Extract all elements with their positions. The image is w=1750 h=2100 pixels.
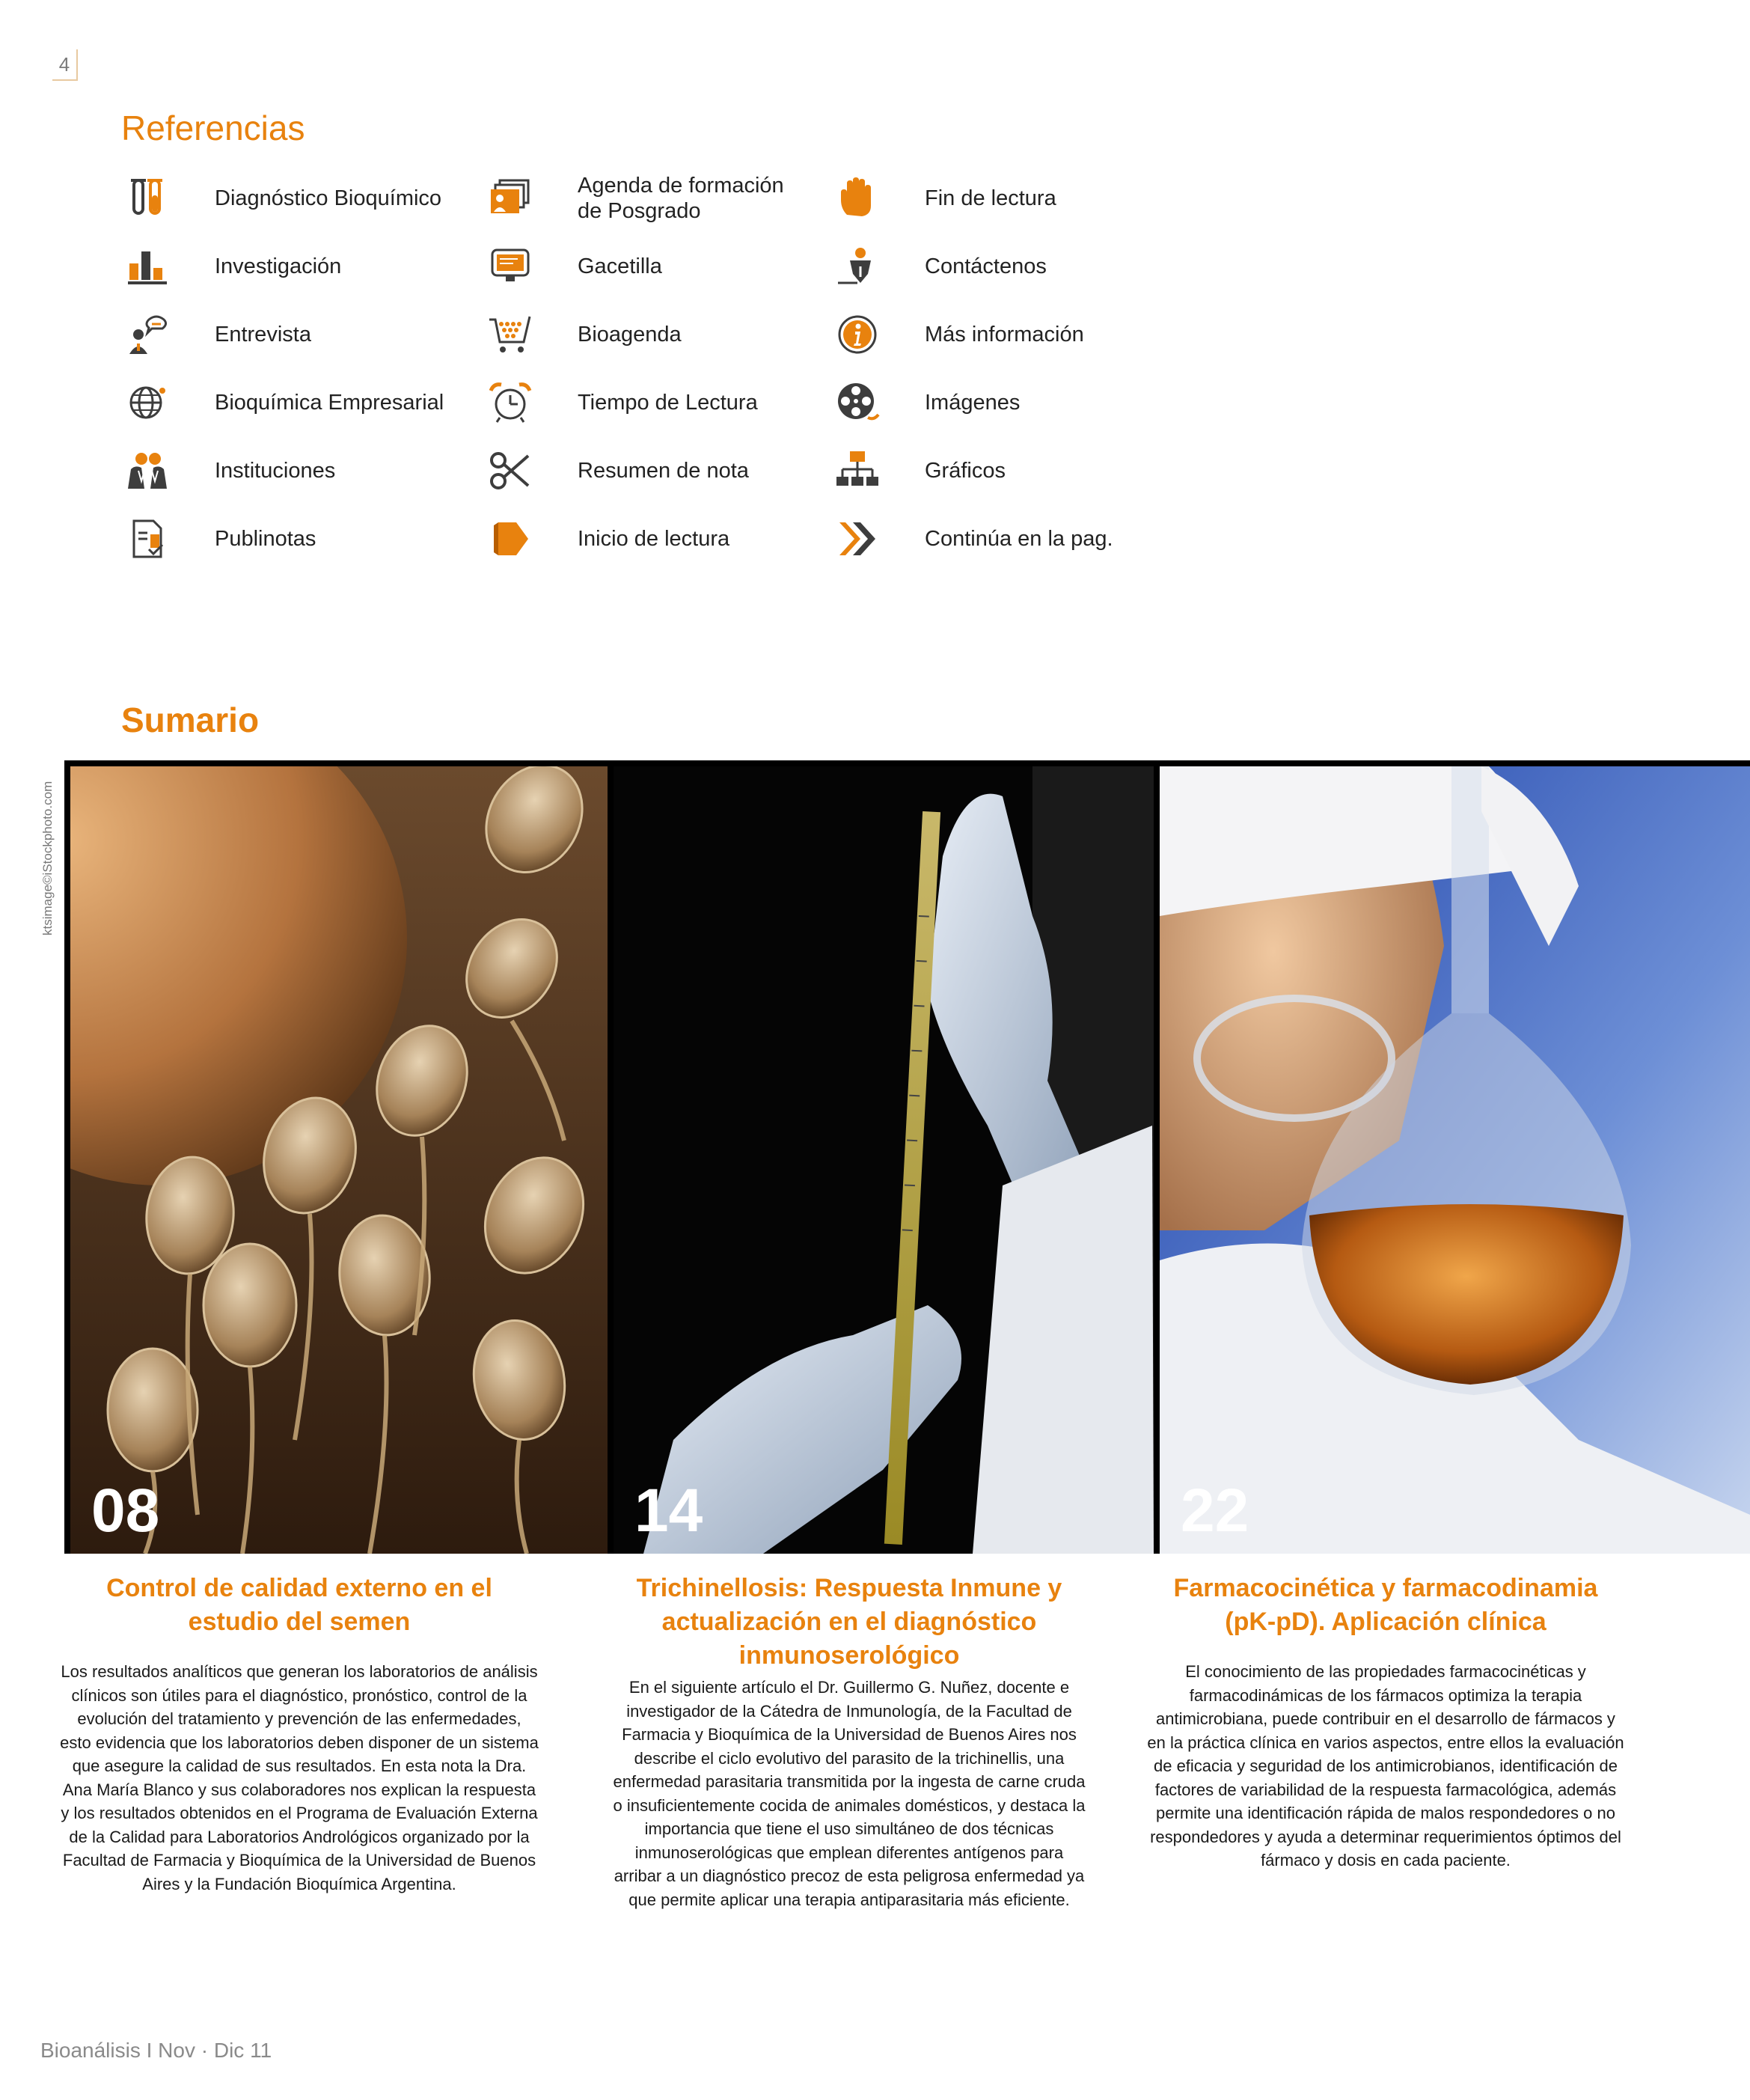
ref-label: Instituciones xyxy=(215,459,336,483)
cart-icon xyxy=(486,311,534,358)
ref-label: Fin de lectura xyxy=(925,186,1056,210)
ref-label: Contáctenos xyxy=(925,254,1047,278)
people-icon xyxy=(123,447,171,495)
ref-item-graficos xyxy=(833,441,1178,501)
ref-label: Tiempo de Lectura xyxy=(578,391,758,415)
alarm-clock-icon xyxy=(486,379,534,427)
ref-item-mas-informacion xyxy=(833,305,1178,364)
info-icon xyxy=(833,311,881,358)
page-footer: Bioanálisis I Nov · Dic 11 xyxy=(40,2039,272,2062)
ref-item-instituciones xyxy=(123,441,468,501)
page-number: 4 xyxy=(52,49,78,81)
ref-item-imagenes xyxy=(833,373,1178,433)
photo-credit: ktsimage©iStockphoto.com xyxy=(40,781,55,935)
ref-label: Investigación xyxy=(215,254,342,278)
scissors-icon xyxy=(486,447,534,495)
ref-item-entrevista xyxy=(123,305,468,364)
ref-label: Más información xyxy=(925,323,1084,347)
article-title[interactable]: Farmacocinética y farmacodinamia (pK-pD). Aplicación clínica xyxy=(1173,1574,1598,1636)
stop-hand-icon xyxy=(833,174,881,222)
ref-item-agenda xyxy=(486,168,830,228)
ref-item-bioquimica-empresarial xyxy=(123,373,468,433)
summary-title: Sumario xyxy=(121,700,260,739)
ref-label: Imágenes xyxy=(925,391,1021,415)
article-card[interactable] xyxy=(610,1572,1089,1911)
article-title[interactable]: Trichinellosis: Respuesta Inmune y actualización en el diagnóstico inmunoserológico xyxy=(636,1574,1062,1670)
summary-photo-strip xyxy=(64,760,1750,1554)
ref-label: Bioquímica Empresarial xyxy=(215,391,444,415)
globe-icon xyxy=(123,379,171,427)
references-title: Referencias xyxy=(121,109,305,147)
interview-icon xyxy=(123,311,171,358)
ref-label: Inicio de lectura xyxy=(578,527,730,551)
ref-item-fin-lectura xyxy=(833,168,1178,228)
article-card[interactable] xyxy=(60,1572,539,1896)
article-title[interactable]: Control de calidad externo en el estudio del semen xyxy=(106,1574,492,1636)
bar-chart-icon xyxy=(123,242,171,290)
ref-label: Publinotas xyxy=(215,527,316,551)
article-number: 08 xyxy=(91,1477,160,1545)
org-chart-icon xyxy=(833,447,881,495)
ref-label: Gráficos xyxy=(925,459,1006,483)
ref-label: Resumen de nota xyxy=(578,459,749,483)
double-arrow-icon xyxy=(833,515,881,563)
pipette-photo[interactable] xyxy=(614,766,1154,1554)
ref-label: Continúa en la pag. xyxy=(925,527,1113,551)
monitor-icon xyxy=(486,242,534,290)
ref-item-contactenos xyxy=(833,236,1178,296)
flask-photo[interactable] xyxy=(1160,766,1750,1554)
article-number: 14 xyxy=(634,1477,703,1545)
ref-label: Bioagenda xyxy=(578,323,682,347)
test-tubes-icon xyxy=(123,174,171,222)
article-card[interactable] xyxy=(1146,1572,1625,1872)
ref-item-diagnostico xyxy=(123,168,468,228)
ref-label: Diagnóstico Bioquímico xyxy=(215,186,442,210)
ref-label: Agenda de formación de Posgrado xyxy=(578,174,784,223)
tag-arrow-icon xyxy=(486,515,534,563)
ref-item-publinotas xyxy=(123,509,468,569)
sperm-photo[interactable] xyxy=(70,766,608,1554)
ref-item-bioagenda xyxy=(486,305,830,364)
ref-label: Gacetilla xyxy=(578,254,662,278)
contact-icon xyxy=(833,242,881,290)
film-reel-icon xyxy=(833,379,881,427)
article-number: 22 xyxy=(1181,1477,1249,1545)
ref-item-inicio-lectura xyxy=(486,509,830,569)
calendar-stack-icon xyxy=(486,174,534,222)
ref-item-tiempo-lectura xyxy=(486,373,830,433)
document-icon xyxy=(123,515,171,563)
ref-item-continua xyxy=(833,509,1178,569)
article-body: Los resultados analíticos que generan los laboratorios de análisis clínicos son útiles para el diagnóstico, pronóstico, control de la evolución del tratamiento y prevención de las enfermedades, esto evidencia que los laboratorios deben disponer de un sistema que asegure la calidad de sus resultados. En esta nota la Dra. Ana María Blanco y sus colaboradores nos explican la respuesta y los resultados obtenidos en el Programa de Evaluación Externa de la Calidad para Laboratorios Andrológicos organizado por la Facultad de Farmacia y Bioquímica de la Universidad de Buenos Aires y la Fundación Bioquímica Argentina. xyxy=(60,1662,539,1893)
article-body: En el siguiente artículo el Dr. Guillermo G. Nuñez, docente e investigador de la Cátedra de Inmunología, de la Facultad de Farmacia y Bioquímica de la Universidad de Buenos Aires nos describe el ciclo evolutivo del parasito de la trichinellis, una enfermedad parasitaria transmitida por la ingesta de carne cruda o insuficientemente cocida de animales domésticos, y destaca la importancia que tiene el uso simultáneo de dos técnicas inmunoserológicas que emplean diferentes antígenos para arribar a un diagnóstico precoz de esta peligrosa enfermedad ya que permite aplicar una terapia antiparasitaria más eficiente. xyxy=(613,1678,1086,1909)
ref-label: Entrevista xyxy=(215,323,311,347)
ref-item-gacetilla xyxy=(486,236,830,296)
ref-item-resumen xyxy=(486,441,830,501)
article-body: El conocimiento de las propiedades farmacocinéticas y farmacodinámicas de los fármacos optimiza la terapia antimicrobiana, puede contribuir en el desarrollo de fármacos y en la práctica clínica en varios aspectos, entre ellos la evaluación de eficacia y seguridad de los antimicrobianos, identificación de factores de variabilidad de la respuesta farmacológica, además permite una identificación rápida de malos respondedores o no respondedores y ayuda a determinar requerimientos óptimos del fármaco y dosis en cada paciente. xyxy=(1147,1662,1624,1869)
ref-item-investigacion xyxy=(123,236,468,296)
